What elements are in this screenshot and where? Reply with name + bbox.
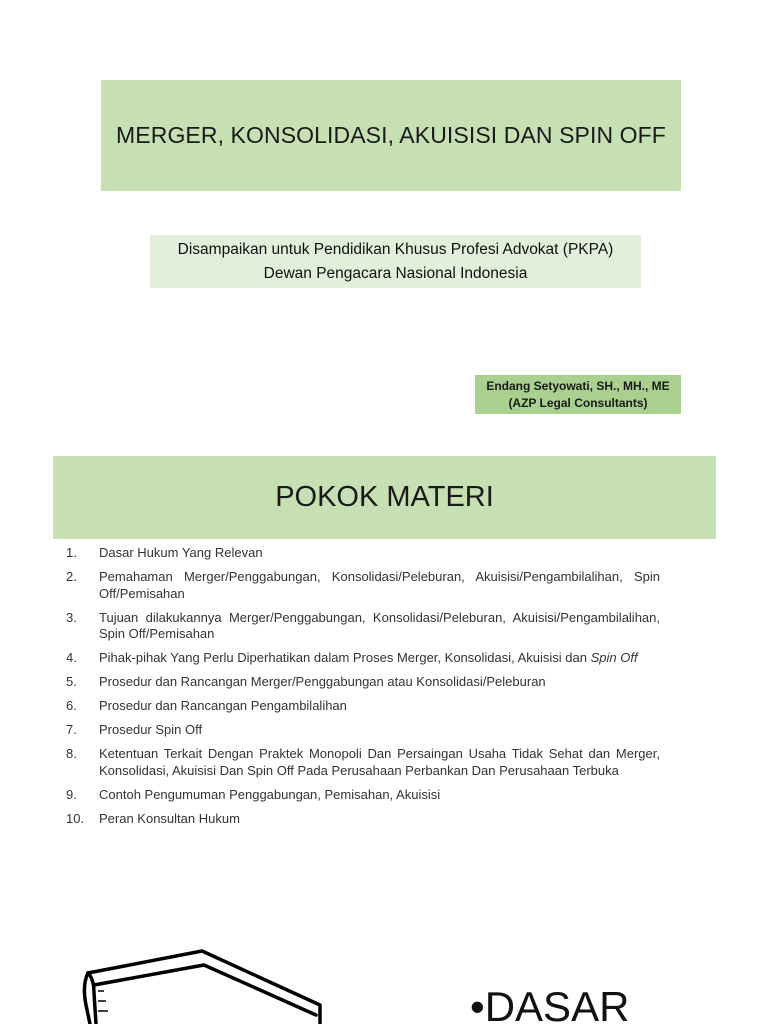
- list-item-number: 5.: [66, 674, 77, 689]
- slide1-title-box: [101, 80, 681, 191]
- list-item-text: [99, 650, 660, 667]
- list-item-italic: Spin Off: [590, 650, 638, 665]
- list-item-text: Dasar Hukum Yang Relevan: [99, 545, 263, 560]
- author-affiliation: (AZP Legal Consultants): [508, 395, 648, 410]
- list-item-number: 2.: [66, 569, 77, 584]
- slide1-title: MERGER, KONSOLIDASI, AKUISISI DAN SPIN OFF: [116, 122, 666, 148]
- list-item-number: 1.: [66, 545, 77, 560]
- list-item: [66, 722, 660, 739]
- list-item-text-body: Tujuan dilakukannya Merger/Penggabungan, Konsolidasi/Peleburan, Akuisisi/Pengambilalihan, Spin Off/Pemisahan: [99, 609, 660, 641]
- list-item: [66, 674, 660, 691]
- list-item-text: [99, 610, 660, 643]
- list-item-text: Contoh Pengumuman Penggabungan, Pemisahan, Akuisisi: [99, 786, 441, 802]
- subtitle-line-1: Disampaikan untuk Pendidikan Khusus Profesi Advokat (PKPA): [177, 240, 614, 258]
- list-item-number: 7.: [66, 722, 77, 737]
- slide1-subtitle-box: [150, 235, 641, 288]
- list-item-number: 9.: [66, 786, 77, 802]
- slide2-header-box: [53, 456, 716, 539]
- list-item-number: 3.: [66, 609, 77, 625]
- slide3-bullet-heading: •DASAR: [470, 983, 630, 1030]
- list-item: [66, 610, 660, 643]
- list-item-number: 4.: [66, 650, 77, 665]
- subtitle-line-2: Dewan Pengacara Nasional Indonesia: [263, 264, 528, 282]
- list-item-text: Pemahaman Merger/Penggabungan, Konsolidasi/Peleburan, Akuisisi/Pengambilalihan, Spin Off/Pemisahan: [99, 569, 660, 601]
- list-item-number: 8.: [66, 746, 77, 761]
- author-name: Endang Setyowati, SH., MH., ME: [486, 378, 670, 393]
- book-icon: [80, 945, 340, 1024]
- list-item-text: Prosedur dan Rancangan Merger/Penggabungan atau Konsolidasi/Peleburan: [99, 674, 546, 689]
- list-item-number: 10.: [66, 810, 85, 826]
- list-item: [66, 698, 660, 715]
- list-item: [66, 650, 660, 667]
- list-item: [66, 569, 660, 602]
- author-box: [475, 375, 681, 414]
- list-item: [66, 746, 660, 779]
- topic-list: [66, 545, 660, 835]
- list-item-text: Prosedur Spin Off: [99, 722, 203, 737]
- list-item: [66, 787, 660, 804]
- slide2-heading: POKOK MATERI: [275, 481, 494, 513]
- list-item-text: Prosedur dan Rancangan Pengambilalihan: [99, 698, 347, 713]
- list-item-text-body: Pihak-pihak Yang Perlu Diperhatikan dalam Proses Merger, Konsolidasi, Akuisisi dan: [99, 650, 588, 665]
- list-item-text: Ketentuan Terkait Dengan Praktek Monopoli Dan Persaingan Usaha Tidak Sehat dan Merger, Konsolidasi, Akuisisi Dan Spin Off Pada Perusahaan Perbankan Dan Perusahaan Terbuka: [99, 746, 660, 778]
- list-item: [66, 811, 660, 828]
- list-item-number: 6.: [66, 698, 77, 713]
- list-item-text: Peran Konsultan Hukum: [99, 810, 240, 826]
- list-item: [66, 545, 660, 562]
